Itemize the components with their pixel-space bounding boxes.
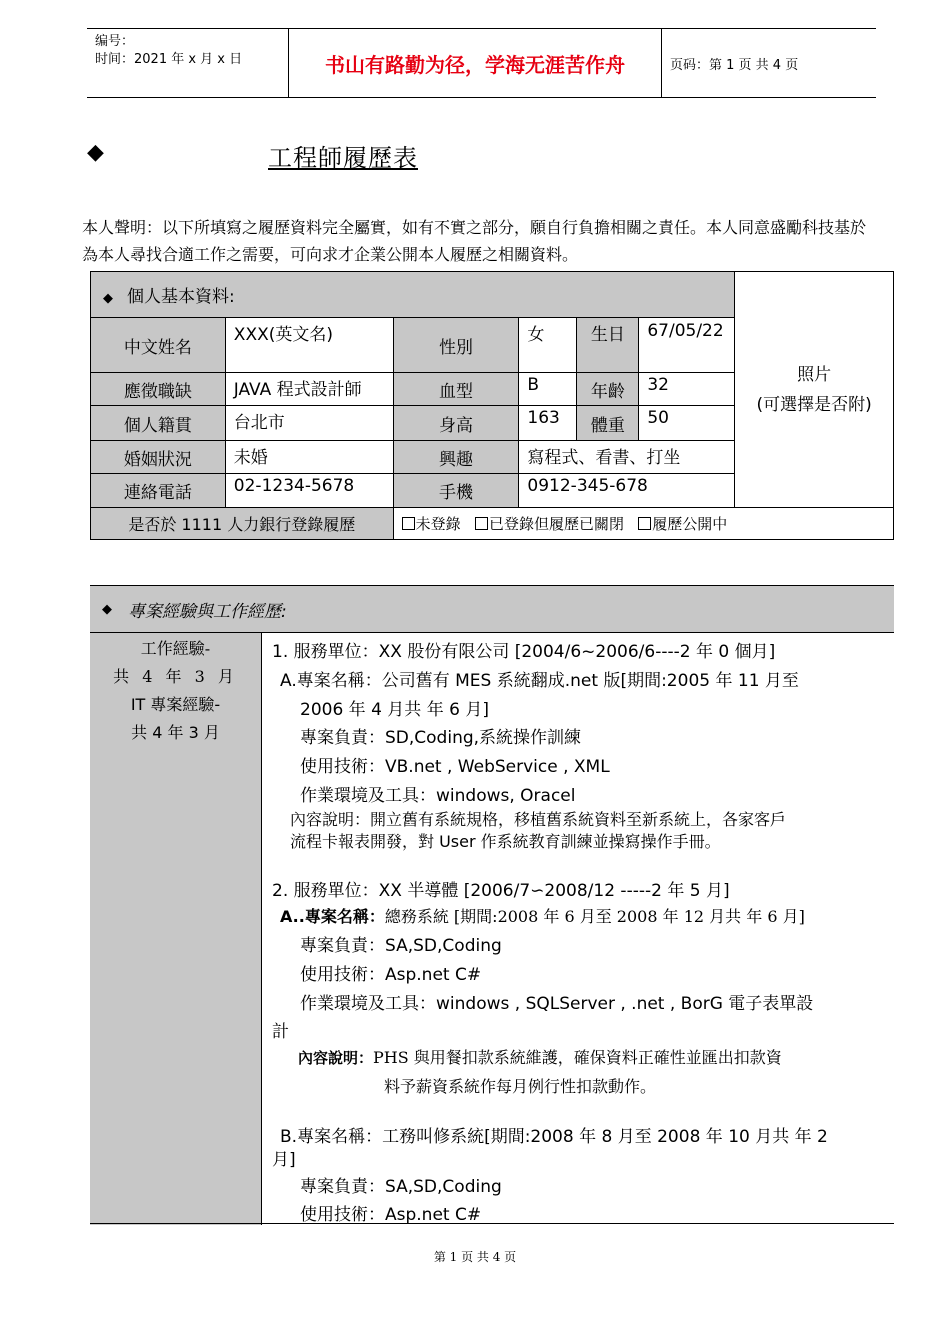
job2-project-a-desc-2: 料予薪資系統作每月例行性扣款動作。 — [384, 1077, 657, 1096]
header-slogan: 书山有路勤为径，学海无涯苦作舟 — [288, 29, 662, 97]
job2-project-a-name-value: 總務系統 [期間:2008 年 6 月至 2008 年 12 月共 年 6 月] — [384, 907, 805, 926]
job2-project-a-desc-label: 內容說明： — [298, 1049, 374, 1067]
checkbox-resume-public[interactable] — [638, 517, 651, 530]
job2-project-a-env: 作業環境及工具：windows , SQLServer , .net , BorG 電子表單設 — [300, 994, 814, 1014]
phone-label: 連絡電話 — [91, 474, 226, 508]
job1-project-a-tech: 使用技術：VB.net , WebService , XML — [300, 757, 610, 777]
header-meta — [95, 33, 242, 69]
weight-value: 50 — [639, 406, 735, 441]
job2-project-b-role: 專案負責：SA,SD,Coding — [300, 1177, 502, 1197]
experience-section-header — [90, 586, 894, 633]
blood-label: 血型 — [393, 373, 519, 406]
page-footer: 第 1 页 共 4 页 — [433, 1250, 517, 1264]
marital-value: 未婚 — [225, 441, 393, 474]
job2-project-a-name — [280, 904, 805, 927]
name-value: XXX(英文名) — [225, 318, 393, 373]
it-exp-label: IT 專案經驗- — [130, 695, 221, 714]
it-exp-value: 共 4 年 3 月 — [131, 723, 220, 742]
age-label: 年齡 — [577, 373, 639, 406]
job1-project-a-period: 2006 年 4 月共 年 6 月] — [300, 700, 489, 720]
job1-project-a-name: A.專案名稱：公司舊有 MES 系統翻成.net 版[期間:2005 年 11 月至 — [280, 671, 799, 691]
page-title: 工程師履歷表 — [268, 144, 418, 172]
job1-title: 1. 服務單位：XX 股份有限公司 [2004/6~2006/6----2 年 0 個月] — [272, 642, 776, 662]
basic-info-table — [90, 271, 894, 540]
photo-label: 照片 — [797, 364, 832, 385]
gender-label: 性別 — [393, 318, 519, 373]
bank-options — [393, 508, 893, 540]
origin-value: 台北市 — [225, 406, 393, 441]
blood-value: B — [519, 373, 577, 406]
job1-project-a-role: 專案負責：SD,Coding,系統操作訓練 — [300, 728, 582, 748]
phone-value: 02-1234-5678 — [225, 474, 393, 508]
job1-project-a-env: 作業環境及工具：windows, Oracel — [300, 786, 576, 806]
header-page-label: 页码：第 1 页 共 4 页 — [670, 57, 799, 73]
bank-label: 是否於 1111 人力銀行登錄履歷 — [91, 508, 394, 540]
job2-project-b-name: B.專案名稱：工務叫修系統[期間:2008 年 8 月至 2008 年 10 月共 年 2 — [280, 1127, 828, 1147]
time-label: 时间：2021 年 x 月 x 日 — [95, 52, 243, 67]
diamond-bullet-icon: ◆ — [103, 291, 113, 306]
job1-project-a-desc-2: 流程卡報表開發，對 User 作系統教育訓練並操寫操作手冊。 — [290, 832, 721, 851]
checkbox-registered-closed[interactable] — [475, 517, 488, 530]
hobby-label: 興趣 — [393, 441, 519, 474]
checkbox-not-registered[interactable] — [402, 517, 415, 530]
weight-label: 體重 — [577, 406, 639, 441]
experience-section-title: 專案經驗與工作經歷: — [128, 601, 287, 622]
job2-project-a-name-label: A..專案名稱： — [280, 907, 385, 926]
birthday-value: 67/05/22 — [639, 318, 735, 373]
gender-value: 女 — [519, 318, 577, 373]
diamond-bullet-icon: ◆ — [87, 140, 104, 165]
height-label: 身高 — [393, 406, 519, 441]
marital-label: 婚姻狀況 — [91, 441, 226, 474]
experience-bottom-border — [90, 1223, 894, 1224]
basic-section-title: 個人基本資料: — [127, 287, 235, 307]
name-label: 中文姓名 — [91, 318, 226, 373]
photo-note: (可選擇是否附) — [756, 394, 872, 415]
bank-opt-registered-closed: 已登錄但履歷已關閉 — [488, 515, 624, 533]
position-value: JAVA 程式設計師 — [225, 373, 393, 406]
page-header — [87, 28, 876, 98]
job2-project-a-env-cont: 計 — [272, 1022, 289, 1042]
birthday-label: 生日 — [577, 318, 639, 373]
work-exp-value: 共 4 年 3 月 — [113, 667, 238, 686]
diamond-bullet-icon: ◆ — [102, 601, 112, 617]
job2-project-a-desc-1 — [298, 1045, 782, 1068]
basic-section-header — [91, 272, 735, 318]
job1-project-a-desc-1: 內容說明：開立舊有系統規格，移植舊系統資料至新系統上，各家客戶 — [290, 810, 787, 829]
age-value: 32 — [639, 373, 735, 406]
experience-section — [90, 585, 894, 1224]
job2-project-a-tech: 使用技術：Asp.net C# — [300, 965, 482, 985]
mobile-value: 0912-345-678 — [519, 474, 735, 508]
job2-title: 2. 服務單位：XX 半導體 [2006/7∽2008/12 -----2 年 5 月] — [272, 881, 730, 901]
job2-project-a-role: 專案負責：SA,SD,Coding — [300, 936, 502, 956]
mobile-label: 手機 — [393, 474, 519, 508]
experience-summary — [90, 633, 262, 1225]
origin-label: 個人籍貫 — [91, 406, 226, 441]
number-label: 编号： — [95, 34, 135, 49]
work-exp-label: 工作經驗- — [140, 639, 211, 658]
height-value: 163 — [519, 406, 577, 441]
job2-project-b-name-cont: 月] — [272, 1150, 296, 1170]
job2-project-a-desc-text: PHS 與用餐扣款系統維護，確保資料正確性並匯出扣款資 — [373, 1048, 782, 1067]
job2-project-b-tech: 使用技術：Asp.net C# — [300, 1205, 482, 1225]
hobby-value: 寫程式、看書、打坐 — [519, 441, 735, 474]
bank-opt-not-registered: 未登錄 — [415, 515, 461, 533]
position-label: 應徵職缺 — [91, 373, 226, 406]
declaration-text: 本人聲明：以下所填寫之履歷資料完全屬實，如有不實之部分，願自行負擔相關之責任。本人同意盛勵科技基於為本人尋找合適工作之需要，可向求才企業公開本人履歷之相關資料。 — [82, 218, 867, 264]
photo-cell — [735, 272, 894, 508]
bank-opt-resume-public: 履歷公開中 — [652, 515, 728, 533]
